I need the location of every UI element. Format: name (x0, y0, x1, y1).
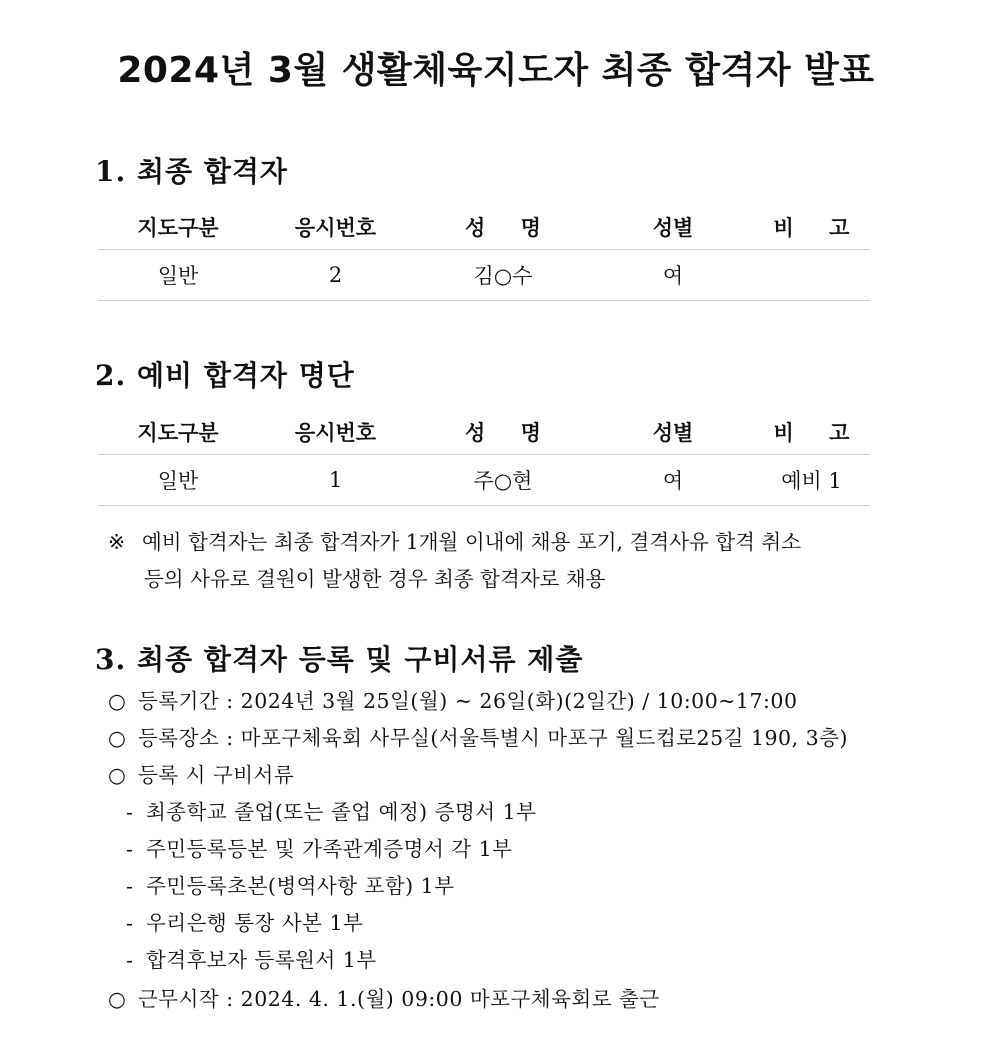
table-row (98, 455, 870, 506)
col-header-category: 지도구분 (98, 410, 258, 455)
cell-number: 1 (258, 455, 413, 506)
reference-mark-icon: ※ (108, 530, 126, 554)
place-text: 등록장소 : 마포구체육회 사무실(서울특별시 마포구 월드컵로25길 190, 3층) (138, 726, 848, 750)
note-text-1: 예비 합격자는 최종 합격자가 1개월 이내에 채용 포기, 결격사유 합격 취소 (142, 530, 802, 554)
cell-note: 예비 1 (753, 455, 870, 506)
document-text: 주민등록초본(병역사항 포함) 1부 (146, 874, 455, 898)
dash-bullet: - (126, 874, 134, 898)
note-line-1 (108, 524, 908, 561)
document-text: 우리은행 통장 사본 1부 (146, 911, 364, 935)
document-item (126, 906, 363, 936)
circle-bullet-icon: ○ (108, 987, 127, 1011)
col-header-gender: 성별 (593, 410, 753, 455)
col-header-gender: 성별 (593, 205, 753, 250)
list-item-start (108, 982, 660, 1012)
document-text: 최종학교 졸업(또는 졸업 예정) 증명서 1부 (146, 800, 537, 824)
dash-bullet: - (126, 911, 134, 935)
document-item (126, 869, 455, 899)
dash-bullet: - (126, 837, 134, 861)
period-text: 등록기간 : 2024년 3월 25일(월) ~ 26일(화)(2일간) / 10:00~17:00 (138, 689, 798, 713)
final-passers-table (98, 205, 870, 301)
table-header-row (98, 205, 870, 250)
col-header-number: 응시번호 (258, 410, 413, 455)
cell-note (753, 250, 870, 301)
col-header-note: 비 고 (753, 410, 870, 455)
cell-category: 일반 (98, 455, 258, 506)
col-header-category: 지도구분 (98, 205, 258, 250)
circle-bullet-icon: ○ (108, 763, 127, 787)
cell-category: 일반 (98, 250, 258, 301)
document-item (126, 943, 377, 973)
documents-label: 등록 시 구비서류 (138, 763, 295, 787)
document-text: 주민등록등본 및 가족관계증명서 각 1부 (146, 837, 513, 861)
circle-bullet-icon: ○ (108, 689, 127, 713)
dash-bullet: - (126, 948, 134, 972)
page-title: 2024년 3월 생활체육지도자 최종 합격자 발표 (117, 50, 875, 91)
list-item-period (108, 684, 798, 714)
list-item-documents (108, 758, 294, 788)
col-header-number: 응시번호 (258, 205, 413, 250)
reserve-note (108, 524, 908, 598)
list-item-place (108, 721, 848, 751)
reserve-passers-table (98, 410, 870, 506)
start-text: 근무시작 : 2024. 4. 1.(월) 09:00 마포구체육회로 출근 (138, 987, 660, 1011)
note-text-2: 등의 사유로 결원이 발생한 경우 최종 합격자로 채용 (144, 567, 606, 591)
col-header-name: 성 명 (413, 410, 593, 455)
table-row (98, 250, 870, 301)
dash-bullet: - (126, 800, 134, 824)
document-item (126, 795, 536, 825)
section-heading-registration: 3. 최종 합격자 등록 및 구비서류 제출 (95, 643, 584, 676)
col-header-name: 성 명 (413, 205, 593, 250)
document-item (126, 832, 512, 862)
table-header-row (98, 410, 870, 455)
cell-gender: 여 (593, 455, 753, 506)
section-heading-reserve: 2. 예비 합격자 명단 (95, 359, 355, 392)
cell-name: 주○현 (413, 455, 593, 506)
section-heading-final: 1. 최종 합격자 (95, 155, 288, 188)
document-text: 합격후보자 등록원서 1부 (146, 948, 377, 972)
cell-name: 김○수 (413, 250, 593, 301)
col-header-note: 비 고 (753, 205, 870, 250)
circle-bullet-icon: ○ (108, 726, 127, 750)
cell-number: 2 (258, 250, 413, 301)
cell-gender: 여 (593, 250, 753, 301)
